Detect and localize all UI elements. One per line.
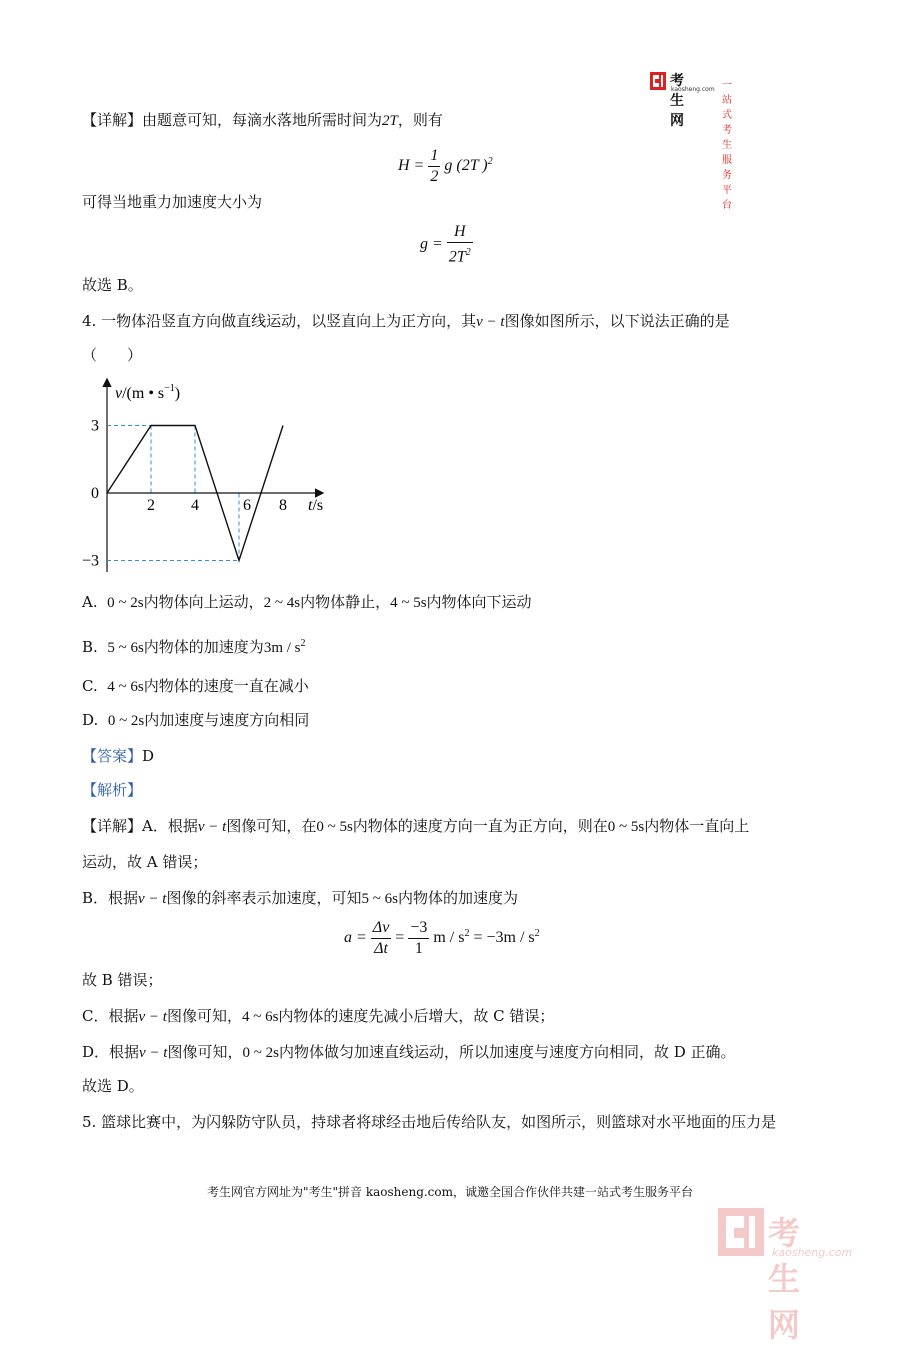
y-axis-label: v/(m • $s^{-1}$) — [115, 383, 181, 402]
explain-b: B．根据v − t图像的斜率表示加速度，可知5 ~ 6s内物体的加速度为 — [82, 889, 518, 907]
explain-b-end: 故 B 错误； — [82, 971, 163, 989]
watermark-domain: kaosheng.com — [772, 1246, 853, 1259]
explain-b-equation: a = $\frac{\Delta v}{\Delta t}$ = $\frac{-3}{1}$ $m / s^2 = -3m / s^2$ — [344, 919, 540, 957]
option-c: C. 4 ~ 6s内物体的速度一直在减小 — [82, 677, 309, 695]
option-d: D. 0 ~ 2s内加速度与速度方向相同 — [82, 711, 310, 729]
q3-detail-line: 【详解】由题意可知，每滴水落地所需时间为2T，则有 — [82, 111, 443, 129]
x-tick-label-8: 8 — [279, 497, 287, 514]
explain-a-cont: 运动，故 A 错误； — [82, 853, 208, 871]
q3-equation-1: H = $\frac{1}{2}$ g (2T )$^2$ — [398, 147, 493, 185]
logo-icon — [650, 72, 666, 90]
vt-graph — [82, 372, 342, 582]
y-tick-label-1: 0 — [91, 485, 99, 502]
explain-a: 【详解】A．根据v − t图像可知，在0 ~ 5s内物体的速度方向一直为正方向，则在0 ~ 5s内物体一直向上 — [82, 817, 750, 835]
explain-c: C．根据v − t图像可知，4 ~ 6s内物体的速度先减小后增大，故 C 错误； — [82, 1007, 555, 1025]
watermark-name: 考生网 — [768, 1214, 801, 1344]
q4-blank: （ ） — [82, 346, 143, 364]
option-b: B. 5 ~ 6s内物体的加速度为$3m / s^2$ — [82, 638, 306, 656]
q5-stem: 5. 篮球比赛中，为闪躲防守队员，持球者将球经击地后传给队友，如图所示，则篮球对水平地面的压力是 — [82, 1113, 777, 1131]
x-tick-label-4: 4 — [191, 497, 199, 514]
option-a: A. 0 ~ 2s内物体向上运动，2 ~ 4s内物体静止，4 ~ 5s内物体向下运动 — [82, 593, 532, 611]
x-tick-label-2: 2 — [147, 497, 155, 514]
q3-line-2: 可得当地重力加速度大小为 — [82, 193, 263, 211]
footer-text: 考生网官方网址为"考生"拼音 kaosheng.com，诚邀全国合作伙伴共建一站式考生服务平台 — [206, 1185, 694, 1199]
explain-d: D．根据v − t图像可知，0 ~ 2s内物体做匀加速直线运动，所以加速度与速度方向相同，故 D 正确。 — [82, 1043, 736, 1061]
x-axis-label: t/s — [308, 497, 324, 514]
header-slogan: 一站式考生服务平台 — [722, 80, 732, 211]
logo-name: 考生网 — [670, 73, 684, 129]
analysis-tag: 【解析】 — [82, 781, 143, 799]
q4-conclusion: 故选 D。 — [82, 1077, 144, 1095]
y-tick-label-2: −3 — [82, 552, 99, 570]
answer-line: 【答案】D — [82, 747, 155, 765]
watermark-logo-icon — [718, 1208, 764, 1256]
logo-domain: kaosheng.com — [671, 86, 715, 93]
x-tick-label-6: 6 — [243, 497, 251, 514]
q3-equation-2: g = $\frac{H}{2T^2}$ — [420, 223, 471, 266]
q4-stem: 4. 一物体沿竖直方向做直线运动，以竖直向上为正方向，其v − t图像如图所示，以下说法正确的是 — [82, 312, 730, 330]
q3-conclusion: 故选 B。 — [82, 276, 143, 294]
y-tick-label-0: 3 — [91, 417, 99, 435]
